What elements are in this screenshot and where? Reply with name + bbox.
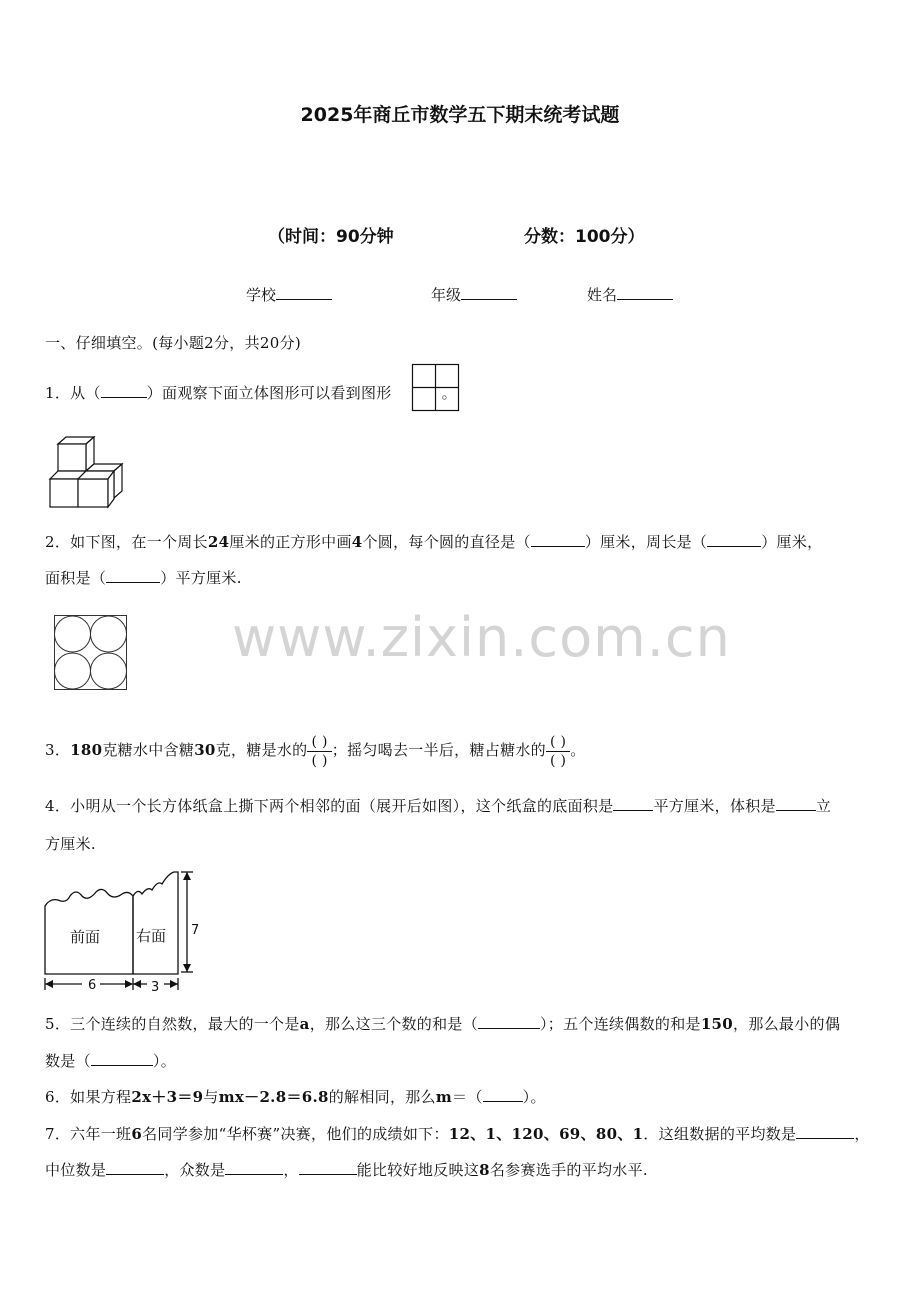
- right-face-label: 右面: [136, 927, 167, 945]
- question-5-line-1: 5．三个连续的自然数，最大的一个是a，那么这三个数的和是（ ）；五个连续偶数的和是150，那么最小的偶: [45, 1015, 841, 1033]
- question-7-line-2: 中位数是 ，众数是 ， 能比较好地反映这8名参赛选手的平均水平.: [45, 1161, 648, 1179]
- question-6: 6．如果方程2x＋3＝9与mx－2.8＝6.8的解相同，那么m＝（ ）。: [45, 1088, 546, 1106]
- page-title: 2025年商丘市数学五下期末统考试题: [300, 104, 620, 126]
- q1-view-figure: [412, 364, 460, 412]
- question-4-line-1: 4．小明从一个长方体纸盒上撕下两个相邻的面（展开后如图），这个纸盒的底面积是 平方厘米，体积是 立: [45, 797, 832, 815]
- depth-dimension-label: 3: [151, 980, 160, 995]
- q1-blank[interactable]: [101, 383, 147, 398]
- q4-base-area-blank[interactable]: [613, 796, 653, 811]
- watermark: www.zixin.com.cn: [232, 606, 731, 669]
- q2-diameter-blank[interactable]: [531, 532, 585, 547]
- question-4-line-2: 方厘米.: [45, 835, 96, 853]
- q2-perimeter-blank[interactable]: [707, 532, 761, 547]
- q7-best-measure-blank[interactable]: [299, 1160, 357, 1175]
- q4-net-figure: [40, 866, 200, 996]
- q4-volume-blank[interactable]: [776, 796, 816, 811]
- question-2-line-1: 2．如下图，在一个周长24厘米的正方形中画4个圆，每个圆的直径是（ ）厘米，周长是（ ）厘米，: [45, 533, 823, 551]
- grade-field[interactable]: [431, 284, 517, 305]
- q2-circles-figure: [54, 615, 128, 691]
- height-dimension-label: 7: [191, 923, 200, 938]
- question-3: 3．180克糖水中含糖30克，糖是水的 $\frac{( )}{( )}$ ；摇匀喝去一半后，糖占糖水的 $\frac{( )}{( )}$ 。: [45, 733, 586, 769]
- question-5-line-2: 数是（ ）。: [45, 1052, 177, 1070]
- question-2-line-2: 面积是（ ）平方厘米.: [45, 569, 242, 587]
- question-1: 1．从（ ）面观察下面立体图形可以看到图形 。: [45, 384, 457, 402]
- section-heading: 一、仔细填空。(每小题2分，共20分): [45, 334, 302, 352]
- front-face-label: 前面: [70, 928, 101, 946]
- q3-fraction-2[interactable]: $\frac{( )}{( )}$: [546, 733, 570, 770]
- grade-label: 年级: [431, 286, 462, 304]
- width-dimension-label: 6: [88, 978, 97, 993]
- question-7-line-1: 7．六年一班6名同学参加“华杯赛”决赛，他们的成绩如下：12、1、120、69、80、1．这组数据的平均数是 ，: [45, 1125, 870, 1143]
- q6-m-blank[interactable]: [483, 1087, 523, 1102]
- name-label: 姓名: [587, 286, 618, 304]
- q7-median-blank[interactable]: [106, 1160, 164, 1175]
- school-label: 学校: [246, 286, 277, 304]
- q5-smallest-blank[interactable]: [91, 1051, 153, 1066]
- name-field[interactable]: [587, 284, 673, 305]
- q7-mean-blank[interactable]: [796, 1124, 854, 1139]
- q1-cube-figure: [48, 436, 128, 510]
- time-limit: （时间：90分钟: [268, 227, 394, 247]
- school-field[interactable]: [246, 284, 332, 305]
- total-score: 分数：100分）: [524, 227, 645, 247]
- q3-fraction-1[interactable]: $\frac{( )}{( )}$: [307, 733, 331, 770]
- q2-area-blank[interactable]: [106, 568, 160, 583]
- q7-mode-blank[interactable]: [225, 1160, 283, 1175]
- q5-sum-blank[interactable]: [478, 1014, 540, 1029]
